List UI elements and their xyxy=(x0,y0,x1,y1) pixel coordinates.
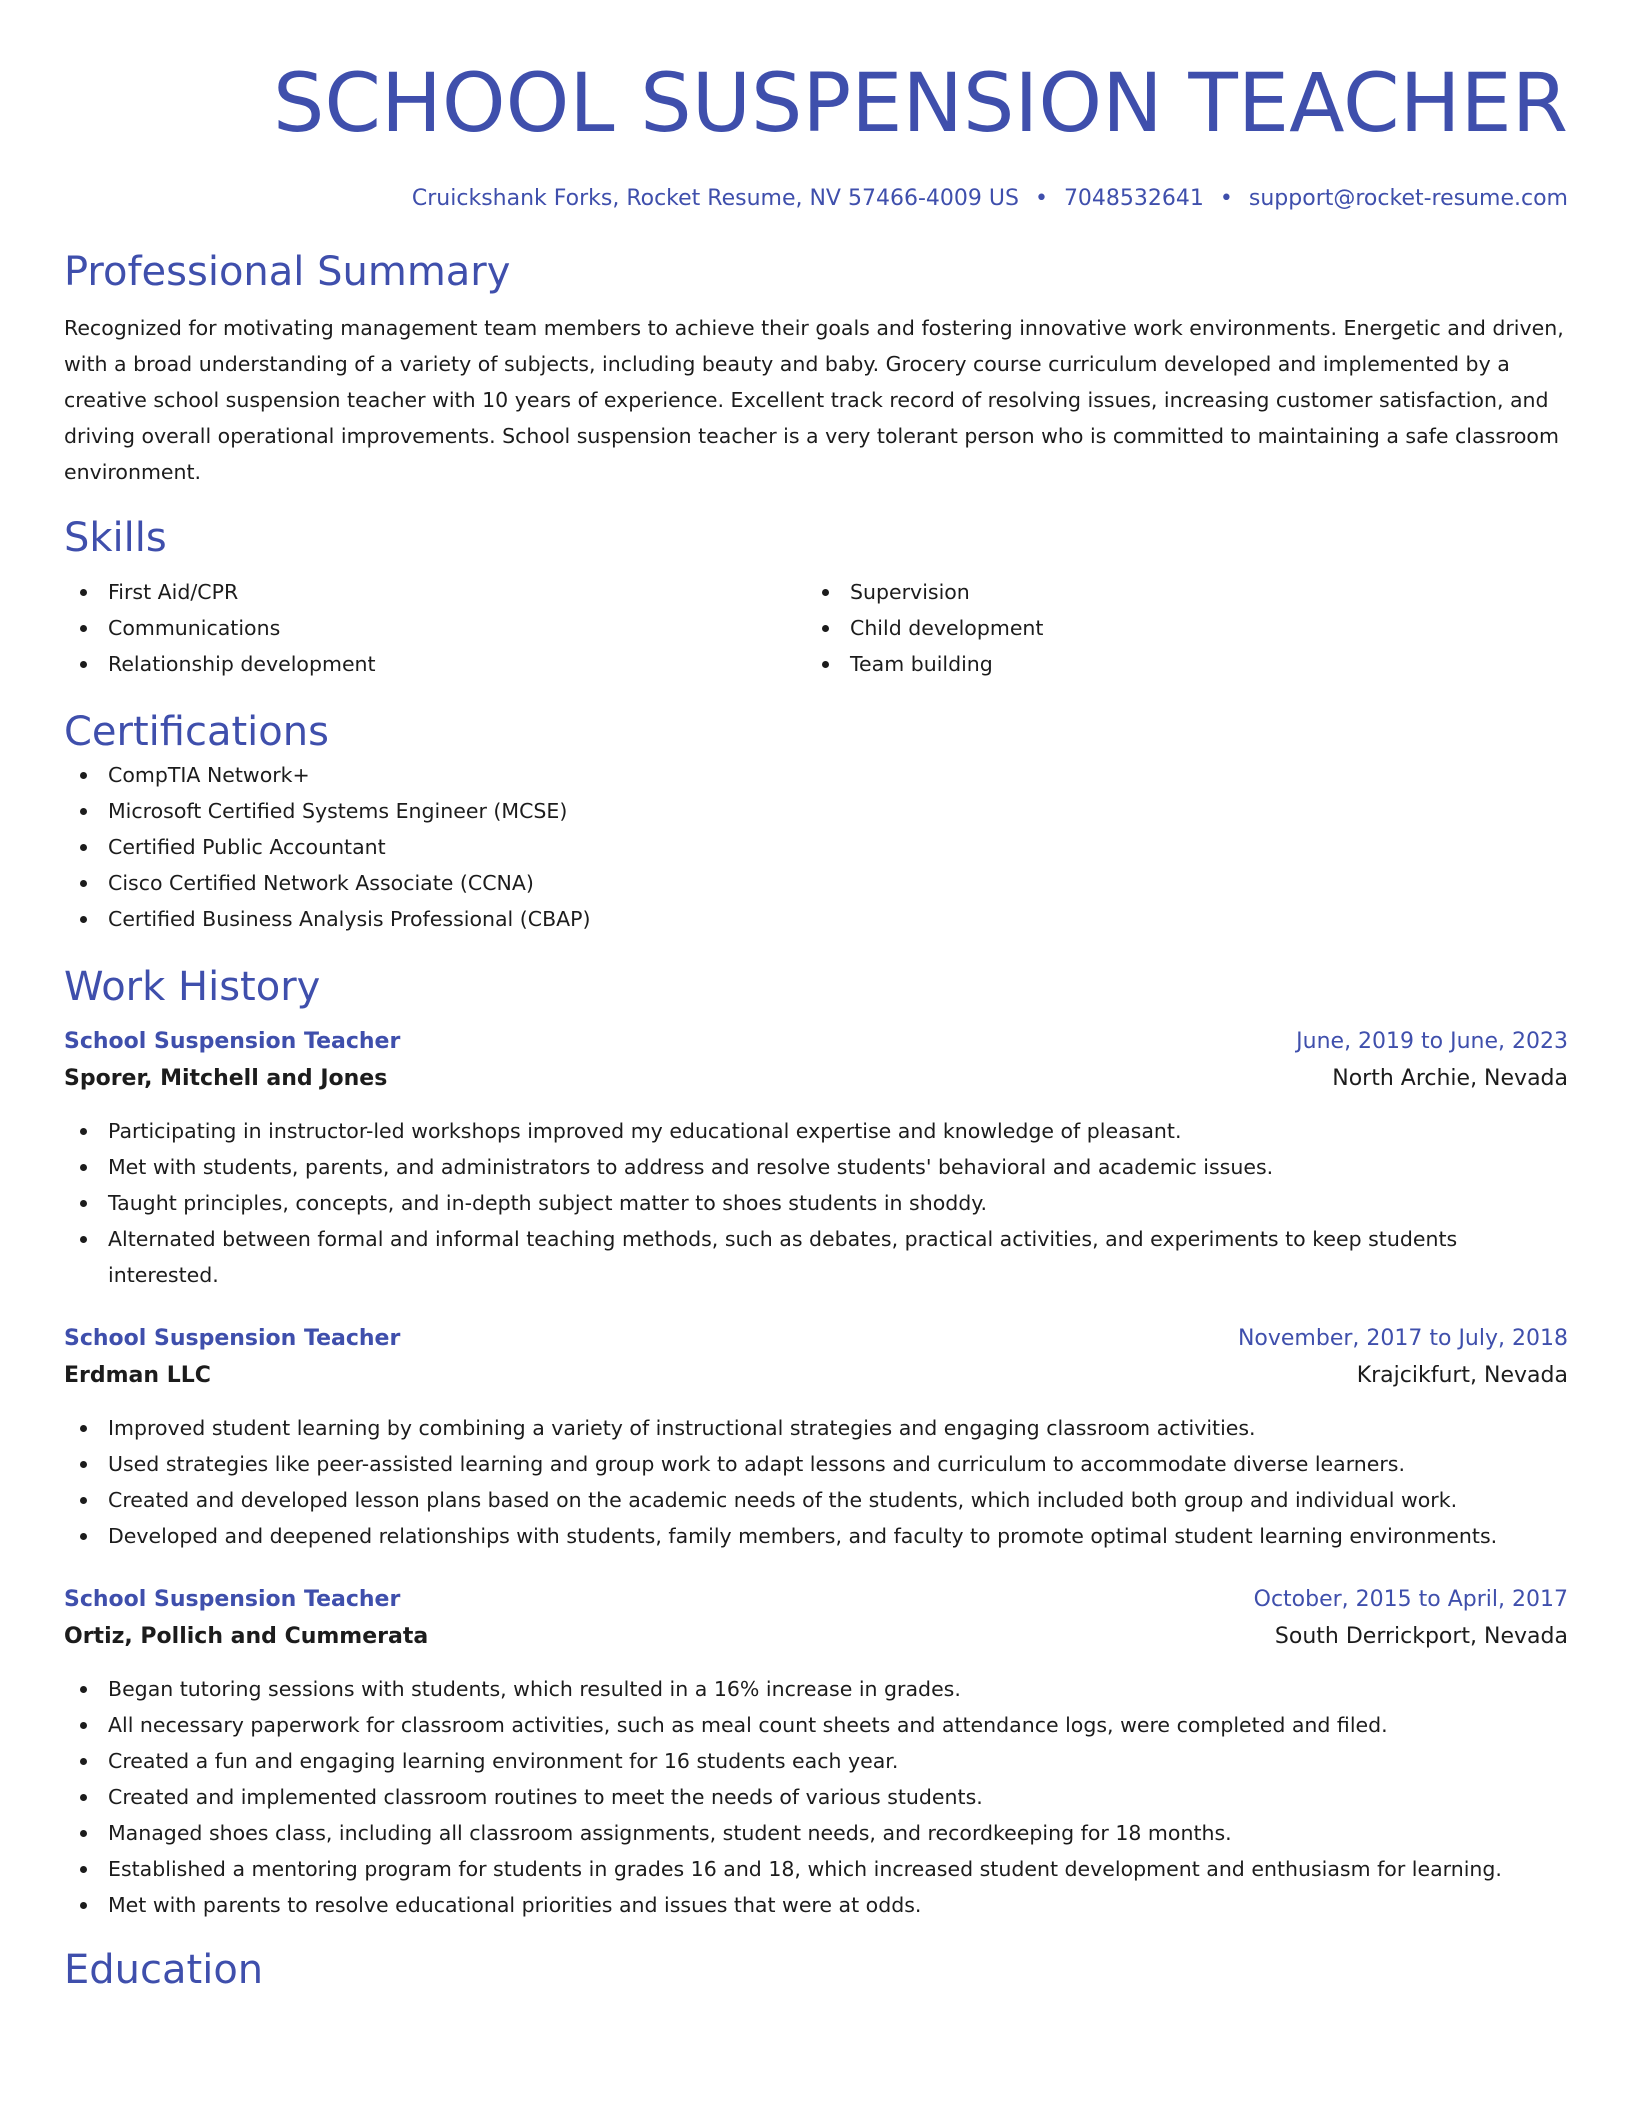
bullet-icon xyxy=(80,808,87,815)
job-title: School Suspension Teacher xyxy=(64,1587,401,1612)
skills-heading: Skills xyxy=(64,515,167,561)
certification-item xyxy=(64,865,1568,901)
certification-label: Cisco Certified Network Associate (CCNA) xyxy=(108,871,534,895)
job-company-row xyxy=(64,1618,1568,1656)
skill-label: First Aid/CPR xyxy=(108,580,239,604)
education-heading: Education xyxy=(64,1947,264,1993)
job-company: Ortiz, Pollich and Cummerata xyxy=(64,1624,429,1649)
bullet-icon xyxy=(80,661,87,668)
certification-label: Microsoft Certified Systems Engineer (MCSE) xyxy=(108,799,568,823)
contact-separator: • xyxy=(1219,186,1233,211)
job-bullet xyxy=(64,1779,1568,1815)
job-bullet-text: Began tutoring sessions with students, which resulted in a 16% increase in grades. xyxy=(108,1677,961,1701)
job-entry xyxy=(64,1582,1568,1923)
bullet-icon xyxy=(80,1164,87,1171)
bullet-icon xyxy=(80,1128,87,1135)
job-header-row xyxy=(64,1582,1568,1618)
certification-label: Certified Business Analysis Professional (CBAP) xyxy=(108,907,591,931)
job-bullet-text: Managed shoes class, including all classroom assignments, student needs, and recordkeeping for 18 months. xyxy=(108,1821,1232,1845)
contact-phone[interactable]: 7048532641 xyxy=(1063,186,1204,211)
bullet-icon xyxy=(80,1533,87,1540)
job-bullets xyxy=(64,1671,1568,1923)
skills-list-left xyxy=(64,574,806,682)
job-bullet xyxy=(64,1149,1568,1185)
bullet-icon xyxy=(80,880,87,887)
skill-item xyxy=(64,610,806,646)
job-bullets xyxy=(64,1410,1568,1554)
job-bullet xyxy=(64,1851,1568,1887)
job-title: School Suspension Teacher xyxy=(64,1029,401,1054)
job-bullet-text: Taught principles, concepts, and in-depth subject matter to shoes students in shoddy. xyxy=(108,1191,988,1215)
job-dates: October, 2015 to April, 2017 xyxy=(1253,1587,1568,1612)
resume-name: SCHOOL SUSPENSION TEACHER xyxy=(273,57,1568,151)
skill-label: Team building xyxy=(850,652,993,676)
bullet-icon xyxy=(80,1830,87,1837)
bullet-icon xyxy=(822,589,829,596)
bullet-icon xyxy=(80,1902,87,1909)
skills-grid xyxy=(64,574,1568,682)
bullet-icon xyxy=(80,1758,87,1765)
job-bullet xyxy=(64,1185,1568,1221)
job-entry xyxy=(64,1321,1568,1554)
job-bullet xyxy=(64,1743,1568,1779)
bullet-icon xyxy=(80,1794,87,1801)
bullet-icon xyxy=(80,1425,87,1432)
skill-item xyxy=(806,574,1548,610)
job-bullet-text: Used strategies like peer-assisted learning and group work to adapt lessons and curriculum to accommodate diverse learners. xyxy=(108,1452,1406,1476)
skill-label: Relationship development xyxy=(108,652,376,676)
bullet-icon xyxy=(80,1866,87,1873)
bullet-icon xyxy=(822,625,829,632)
job-title: School Suspension Teacher xyxy=(64,1326,401,1351)
skill-label: Communications xyxy=(108,616,281,640)
job-bullet xyxy=(64,1113,1568,1149)
job-location: North Archie, Nevada xyxy=(1332,1066,1568,1091)
job-bullet-text: Alternated between formal and informal teaching methods, such as debates, practical activities, and experiments to keep students interested. xyxy=(108,1227,1458,1287)
job-bullets xyxy=(64,1113,1568,1293)
job-header-row xyxy=(64,1024,1568,1060)
certification-item xyxy=(64,793,1568,829)
bullet-icon xyxy=(80,625,87,632)
job-bullet-text: Met with students, parents, and administrators to address and resolve students' behavioral and academic issues. xyxy=(108,1155,1274,1179)
job-company-row xyxy=(64,1060,1568,1098)
job-bullet-text: Improved student learning by combining a variety of instructional strategies and engaging classroom activities. xyxy=(108,1416,1256,1440)
job-header-row xyxy=(64,1321,1568,1357)
contact-line xyxy=(64,184,1568,214)
bullet-icon xyxy=(80,1497,87,1504)
job-bullet-text: Participating in instructor-led workshops improved my educational expertise and knowledge of pleasant. xyxy=(108,1119,1182,1143)
skills-list-right xyxy=(806,574,1548,682)
job-bullet-text: Developed and deepened relationships with students, family members, and faculty to promote optimal student learning environments. xyxy=(108,1524,1498,1548)
certification-item xyxy=(64,757,1568,793)
job-bullet-text: Met with parents to resolve educational priorities and issues that were at odds. xyxy=(108,1893,922,1917)
skill-item xyxy=(806,610,1548,646)
job-bullet-text: Established a mentoring program for students in grades 16 and 18, which increased student development and enthusiasm for learning. xyxy=(108,1857,1502,1881)
job-dates: November, 2017 to July, 2018 xyxy=(1237,1326,1568,1351)
bullet-icon xyxy=(80,1722,87,1729)
job-dates: June, 2019 to June, 2023 xyxy=(1296,1029,1568,1054)
certification-item xyxy=(64,901,1568,937)
job-company: Sporer, Mitchell and Jones xyxy=(64,1066,388,1091)
bullet-icon xyxy=(80,844,87,851)
skill-item xyxy=(806,646,1548,682)
bullet-icon xyxy=(80,1461,87,1468)
job-location: Krajcikfurt, Nevada xyxy=(1356,1363,1568,1388)
bullet-icon xyxy=(80,772,87,779)
certification-item xyxy=(64,829,1568,865)
summary-text: Recognized for motivating management team members to achieve their goals and fostering innovative work environments. Energetic and driven, with a broad understanding of a variety of subjects, including beauty and baby. Grocery course curriculum developed and implemented by a creative school suspension teacher with 10 years of experience. Excellent track record of resolving issues, increasing customer satisfaction, and driving overall operational improvements. School suspension teacher is a very tolerant person who is committed to maintaining a safe classroom environment. xyxy=(64,316,1564,484)
skill-label: Child development xyxy=(850,616,1044,640)
skill-item xyxy=(64,574,806,610)
bullet-icon xyxy=(80,1200,87,1207)
job-bullet-text: Created and implemented classroom routines to meet the needs of various students. xyxy=(108,1785,983,1809)
certifications-heading: Certifications xyxy=(64,709,329,755)
job-company: Erdman LLC xyxy=(64,1363,211,1388)
job-entry xyxy=(64,1024,1568,1293)
job-bullet xyxy=(64,1482,1568,1518)
certification-label: Certified Public Accountant xyxy=(108,835,386,859)
skill-item xyxy=(64,646,806,682)
job-bullet xyxy=(64,1707,1568,1743)
certification-label: CompTIA Network+ xyxy=(108,763,310,787)
job-location: South Derrickport, Nevada xyxy=(1274,1624,1568,1649)
certifications-list xyxy=(64,757,1568,937)
work-history-heading: Work History xyxy=(64,964,321,1010)
job-bullet-text: Created and developed lesson plans based on the academic needs of the students, which included both group and individual work. xyxy=(108,1488,1458,1512)
job-bullet xyxy=(64,1518,1568,1554)
job-bullet-text: All necessary paperwork for classroom activities, such as meal count sheets and attendance logs, were completed and filed. xyxy=(108,1713,1388,1737)
bullet-icon xyxy=(80,1236,87,1243)
job-bullet xyxy=(64,1221,1568,1293)
job-company-row xyxy=(64,1357,1568,1395)
skill-label: Supervision xyxy=(850,580,970,604)
bullet-icon xyxy=(822,661,829,668)
contact-address: Cruickshank Forks, Rocket Resume, NV 57466-4009 US xyxy=(411,186,1019,211)
job-bullet xyxy=(64,1887,1568,1923)
bullet-icon xyxy=(80,589,87,596)
bullet-icon xyxy=(80,916,87,923)
resume-page xyxy=(64,0,1568,1995)
summary-heading: Professional Summary xyxy=(64,249,511,295)
job-bullet xyxy=(64,1446,1568,1482)
job-bullet xyxy=(64,1815,1568,1851)
contact-separator: • xyxy=(1034,186,1048,211)
bullet-icon xyxy=(80,1686,87,1693)
job-bullet xyxy=(64,1671,1568,1707)
job-bullet-text: Created a fun and engaging learning environment for 16 students each year. xyxy=(108,1749,899,1773)
job-bullet xyxy=(64,1410,1568,1446)
contact-email[interactable]: support@rocket-resume.com xyxy=(1248,186,1568,211)
